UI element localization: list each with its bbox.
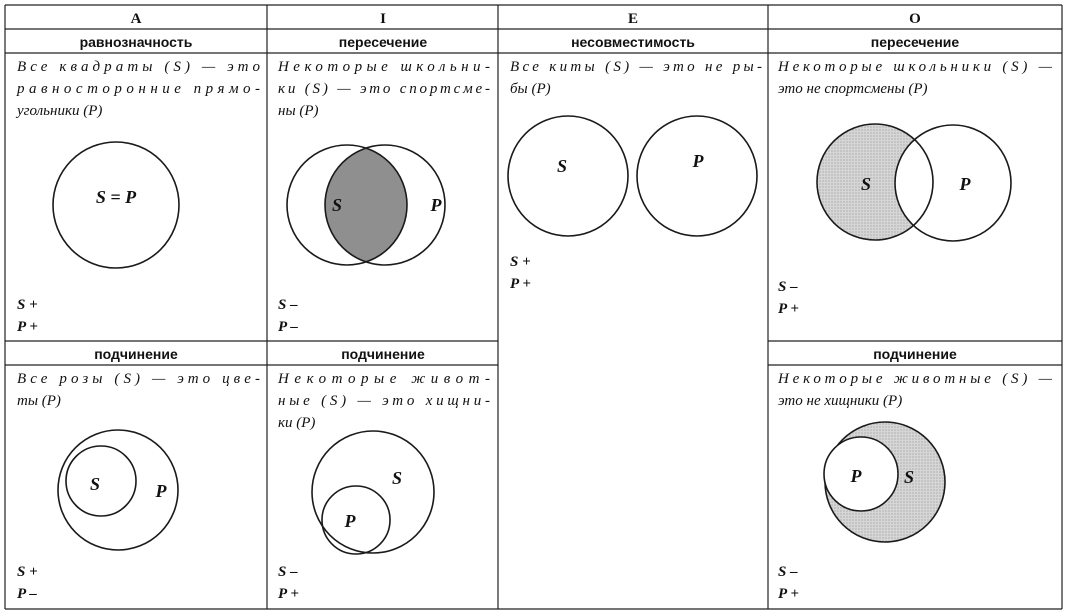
quantity-s: S –: [778, 564, 798, 580]
column-header-i: I: [380, 11, 386, 27]
cell-heading: пересечение: [338, 34, 428, 50]
column-header-o: O: [909, 11, 921, 27]
quantity-p: P +: [17, 319, 38, 335]
label-s: S: [860, 174, 872, 194]
quantity-p: P +: [278, 586, 299, 602]
description-line: равносторонние прямо-: [17, 81, 260, 97]
quantity-s: S +: [17, 564, 38, 580]
cell-heading: равнозначность: [79, 34, 193, 50]
cell-heading: подчинение: [94, 346, 178, 362]
label-s: S: [89, 474, 101, 494]
description-line: Некоторые школьники (S) —: [778, 59, 1052, 75]
quantity-p: P –: [278, 319, 298, 335]
cell-i-subordination: [277, 346, 490, 602]
label-s: S: [331, 195, 343, 215]
label-s-equals-p: S = P: [95, 187, 137, 207]
venn-circle-s: [508, 116, 628, 236]
label-p: P: [692, 151, 704, 171]
description-line: Все киты (S) — это не ры-: [510, 59, 762, 75]
label-s: S: [556, 156, 568, 176]
venn-circle-p: [637, 116, 757, 236]
cell-heading: подчинение: [341, 346, 425, 362]
description-line: это не спортсмены (P): [778, 81, 928, 97]
cell-a-subordination: [17, 346, 260, 602]
label-s: S: [903, 467, 915, 487]
quantity-p: P +: [778, 301, 799, 317]
cell-e-incompatibility: [508, 34, 762, 292]
quantity-s: S –: [278, 564, 298, 580]
venn-circle-s: [66, 446, 136, 516]
column-header-a: A: [130, 11, 142, 27]
label-p: P: [155, 481, 167, 501]
description-line: Некоторые живот-: [278, 371, 490, 387]
description-line: ные (S) — это хищни-: [278, 393, 491, 409]
label-p: P: [959, 174, 971, 194]
cell-heading: подчинение: [873, 346, 957, 362]
quantity-p: P –: [17, 586, 37, 602]
column-header-e: E: [627, 11, 639, 27]
quantity-s: S –: [278, 297, 298, 313]
quantity-s: S +: [510, 254, 531, 270]
description-line: ки (S) — это спортсме-: [278, 81, 490, 97]
label-p: P: [344, 511, 356, 531]
cell-o-subordination: [777, 346, 1053, 602]
cell-i-intersection: [277, 34, 490, 335]
label-p: P: [430, 195, 442, 215]
description-line: ты (P): [17, 393, 61, 409]
quantity-s: S +: [17, 297, 38, 313]
description-line: Некоторые животные (S) —: [778, 371, 1052, 387]
quantity-p: P +: [778, 586, 799, 602]
description-line: Все розы (S) — это цве-: [17, 371, 260, 387]
quantity-p: P +: [510, 276, 531, 292]
label-p: P: [850, 466, 862, 486]
label-s: S: [391, 468, 403, 488]
cell-a-equivalence: [15, 34, 261, 335]
description-line: ки (P): [278, 415, 316, 431]
venn-circle-p: [322, 486, 390, 554]
cell-heading: несовместимость: [571, 34, 695, 50]
description-line: это не хищники (P): [778, 393, 903, 409]
description-line: Некоторые школьни-: [278, 59, 490, 75]
description-line: Все квадраты (S) — это: [17, 59, 260, 75]
description-line: ны (P): [278, 103, 319, 119]
description-line: бы (P): [510, 81, 551, 97]
cell-heading: пересечение: [870, 34, 960, 50]
venn-circle-s: [312, 431, 434, 553]
description-line: угольники (P): [17, 103, 103, 119]
quantity-s: S –: [778, 279, 798, 295]
cell-o-intersection: [777, 34, 1053, 317]
